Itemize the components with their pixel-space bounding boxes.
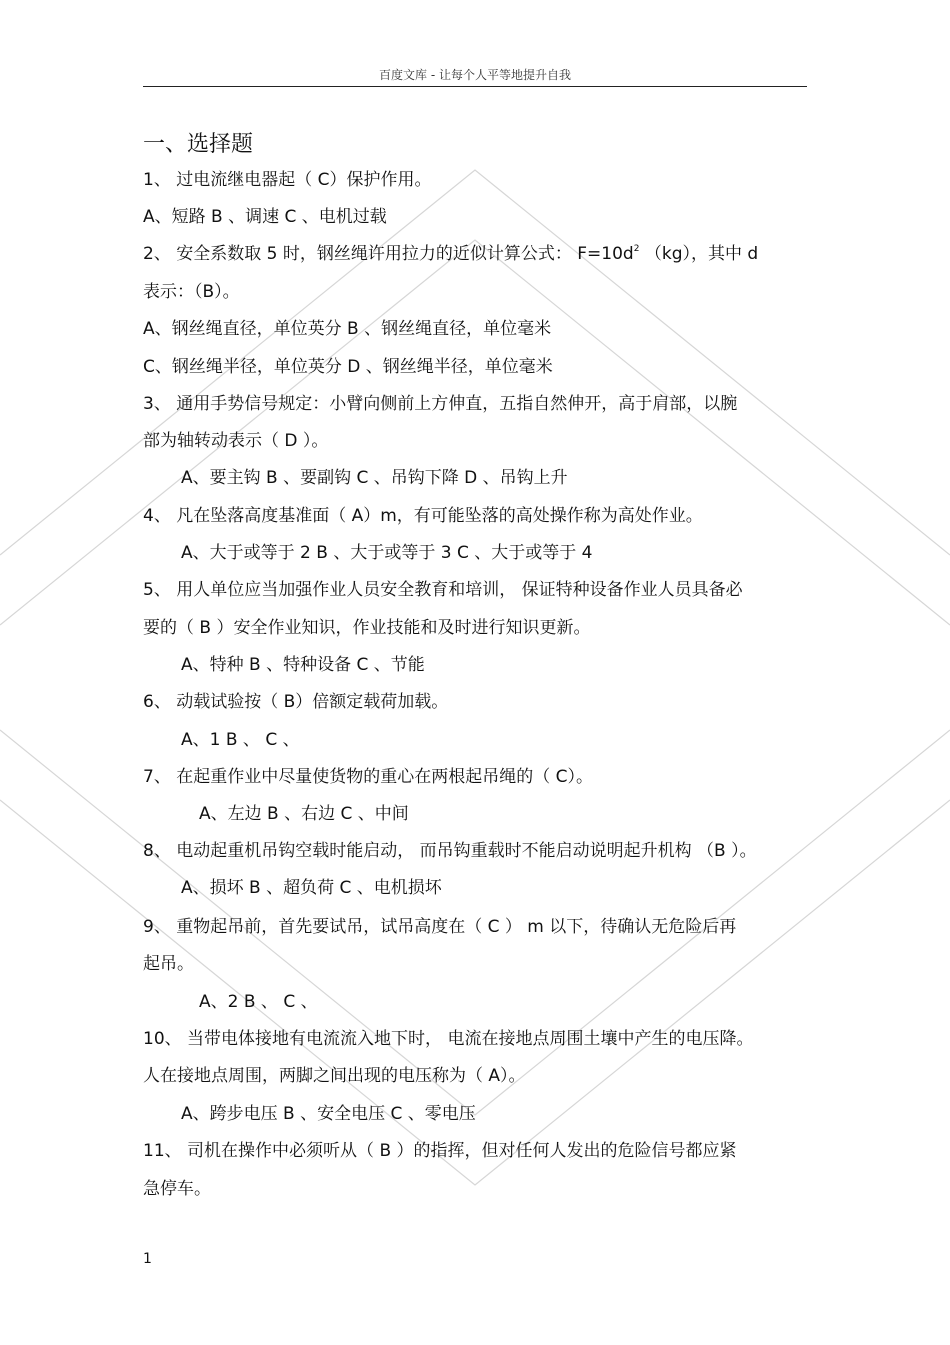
page-header: 百度文库 - 让每个人平等地提升自我 xyxy=(379,68,571,82)
question-6: 6、 动载试验按（ B）倍额定载荷加载。 xyxy=(143,692,449,712)
options-7: A、左边 B 、右边 C 、中间 xyxy=(199,804,409,824)
question-11-cont: 急停车。 xyxy=(143,1179,211,1199)
question-3: 3、 通用手势信号规定：小臂向侧前上方伸直，五指自然伸开，高于肩部，以腕 xyxy=(143,394,738,414)
options-10: A、跨步电压 B 、安全电压 C 、零电压 xyxy=(181,1104,476,1124)
header-divider xyxy=(143,86,807,87)
question-10-cont: 人在接地点周围，两脚之间出现的电压称为（ A）。 xyxy=(143,1066,526,1086)
question-2-text: 2、 安全系数取 5 时，钢丝绳许用拉力的近似计算公式： F=10d xyxy=(143,244,634,264)
question-3-cont: 部为轴转动表示（ D ）。 xyxy=(143,431,329,451)
question-1: 1、 过电流继电器起（ C）保护作用。 xyxy=(143,170,432,190)
formula-superscript: 2 xyxy=(633,244,640,254)
options-8: A、损坏 B 、超负荷 C 、电机损坏 xyxy=(181,878,442,898)
question-2-cont: 表示：（B）。 xyxy=(143,282,240,302)
page-number: 1 xyxy=(143,1251,152,1267)
question-7: 7、 在起重作业中尽量使货物的重心在两根起吊绳的（ C）。 xyxy=(143,767,593,787)
question-4: 4、 凡在坠落高度基准面（ A）m，有可能坠落的高处操作称为高处作业。 xyxy=(143,506,703,526)
question-5-cont: 要的（ B ）安全作业知识，作业技能和及时进行知识更新。 xyxy=(143,618,591,638)
options-2b: C、钢丝绳半径，单位英分 D 、钢丝绳半径，单位毫米 xyxy=(143,357,553,377)
question-11: 11、 司机在操作中必须听从（ B ）的指挥，但对任何人发出的危险信号都应紧 xyxy=(143,1141,737,1161)
question-9: 9、 重物起吊前，首先要试吊，试吊高度在（ C ） m 以下，待确认无危险后再 xyxy=(143,917,737,937)
options-9: A、2 B 、 C 、 xyxy=(199,992,318,1012)
options-3: A、要主钩 B 、要副钩 C 、吊钩下降 D 、吊钩上升 xyxy=(181,468,568,488)
options-6: A、1 B 、 C 、 xyxy=(181,730,300,750)
section-title: 一、选择题 xyxy=(143,132,254,157)
question-2 xyxy=(143,243,758,268)
question-10: 10、 当带电体接地有电流流入地下时， 电流在接地点周围土壤中产生的电压降。 xyxy=(143,1029,754,1049)
question-9-cont: 起吊。 xyxy=(143,954,194,974)
options-1: A、短路 B 、调速 C 、电机过载 xyxy=(143,207,387,227)
options-2a: A、钢丝绳直径，单位英分 B 、钢丝绳直径，单位毫米 xyxy=(143,319,552,339)
question-8: 8、 电动起重机吊钩空载时能启动， 而吊钩重载时不能启动说明起升机构 （B ）。 xyxy=(143,841,757,861)
question-5: 5、 用人单位应当加强作业人员安全教育和培训， 保证特种设备作业人员具备必 xyxy=(143,580,743,600)
formula-tail: （kg），其中 d xyxy=(644,244,759,264)
options-4: A、大于或等于 2 B 、大于或等于 3 C 、大于或等于 4 xyxy=(181,543,593,563)
options-5: A、特种 B 、特种设备 C 、节能 xyxy=(181,655,425,675)
